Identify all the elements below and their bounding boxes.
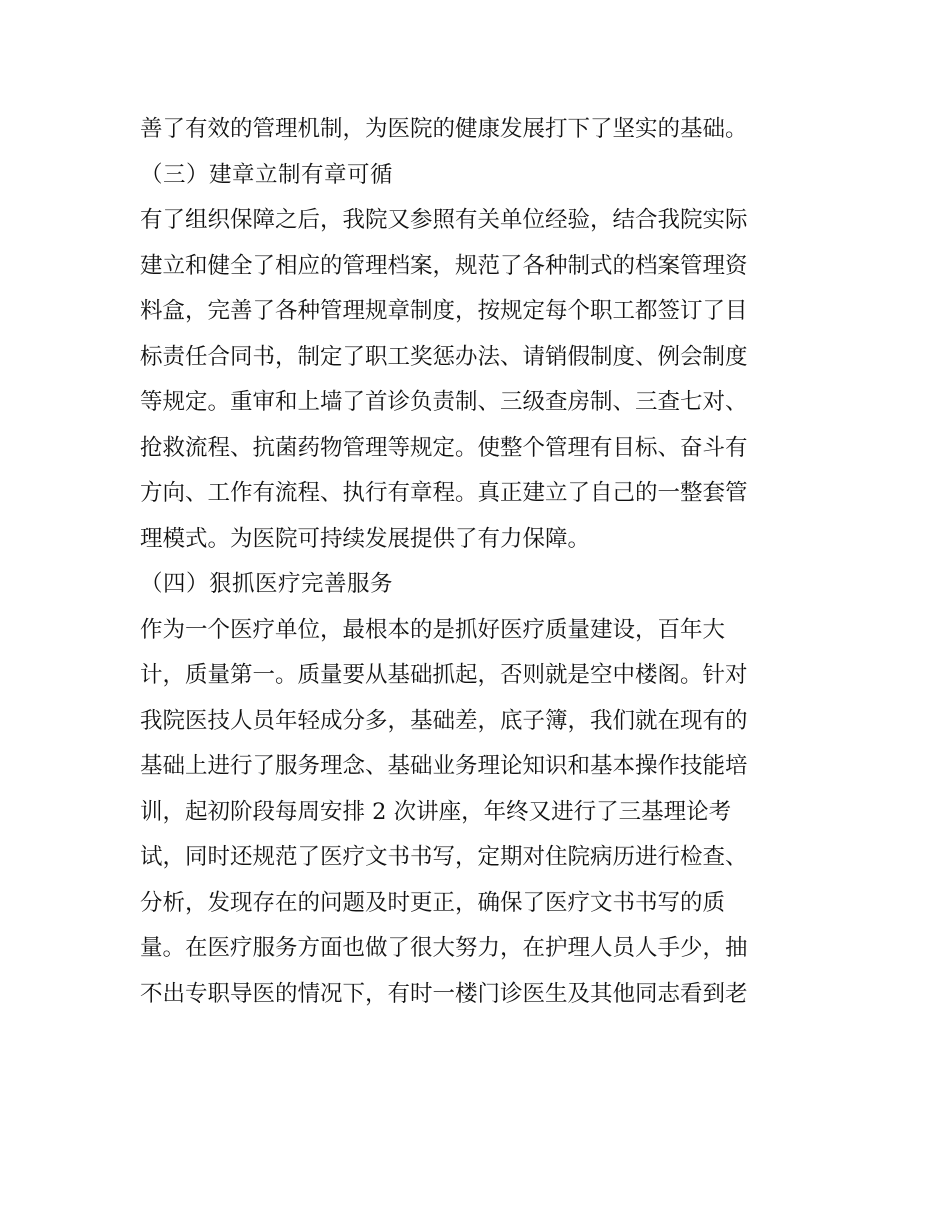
document-body <box>140 107 820 1017</box>
paragraph-line: 训，起初阶段每周安排 2 次讲座，年终又进行了三基理论考 <box>140 798 732 825</box>
paragraph-line: 等规定。重审和上墙了首诊负责制、三级查房制、三查七对、 <box>140 389 748 415</box>
paragraph-line: 抢救流程、抗菌药物管理等规定。使整个管理有目标、奋斗有 <box>140 434 748 461</box>
paragraph-line: 分析，发现存在的问题及时更正，确保了医疗文书书写的质 <box>140 889 726 916</box>
paragraph-line: 料盒，完善了各种管理规章制度，按规定每个职工都签订了目 <box>140 298 748 324</box>
section-heading-3: （三）建章立制有章可循 <box>140 161 394 188</box>
paragraph-line: 作为一个医疗单位，最根本的是抓好医疗质量建设，百年大 <box>140 616 726 643</box>
paragraph-line: 标责任合同书，制定了职工奖惩办法、请销假制度、例会制度 <box>140 343 748 370</box>
paragraph-line: 基础上进行了服务理念、基础业务理论知识和基本操作技能培 <box>140 753 748 779</box>
paragraph-line: 善了有效的管理机制，为医院的健康发展打下了坚实的基础。 <box>140 116 748 142</box>
paragraph-line: 不出专职导医的情况下，有时一楼门诊医生及其他同志看到老 <box>140 980 748 1007</box>
paragraph-line: 建立和健全了相应的管理档案，规范了各种制式的档案管理资 <box>140 252 748 279</box>
paragraph-line: 我院医技人员年轻成分多，基础差，底子簿，我们就在现有的 <box>140 707 748 734</box>
paragraph-line: 量。在医疗服务方面也做了很大努力，在护理人员人手少，抽 <box>140 935 748 961</box>
paragraph-line: 方向、工作有流程、执行有章程。真正建立了自己的一整套管 <box>140 480 748 506</box>
paragraph-line: 理模式。为医院可持续发展提供了有力保障。 <box>140 525 591 552</box>
paragraph-line: 计，质量第一。质量要从基础抓起，否则就是空中楼阁。针对 <box>140 662 748 688</box>
paragraph-line: 有了组织保障之后，我院又参照有关单位经验，结合我院实际 <box>140 207 748 233</box>
paragraph-line: 试，同时还规范了医疗文书书写，定期对住院病历进行检查、 <box>140 844 748 870</box>
section-heading-4: （四）狠抓医疗完善服务 <box>140 571 394 597</box>
